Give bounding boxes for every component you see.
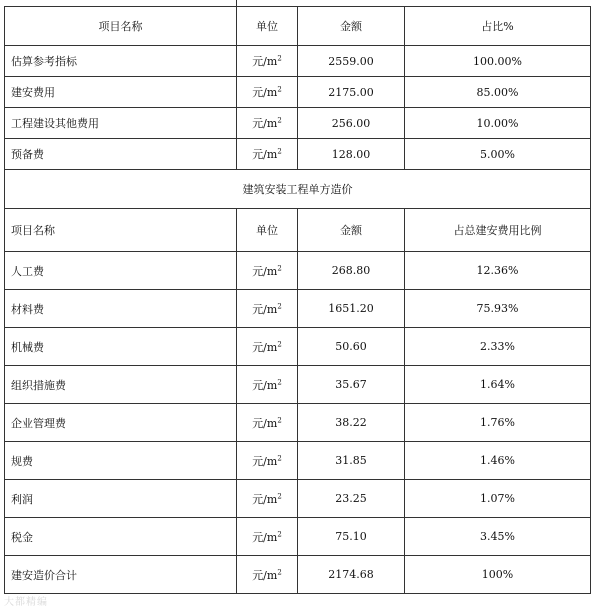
table-row [5, 290, 591, 328]
row-amount-cell: 35.67 [298, 366, 405, 404]
row-ratio-cell: 3.45% [405, 518, 591, 556]
row-name-cell: 建安造价合计 [5, 556, 237, 594]
unit-text: 元/m [252, 568, 278, 582]
watermark-text: 大都精编 [4, 597, 48, 608]
section1-header-name: 项目名称 [5, 7, 237, 46]
unit-superscript: 2 [277, 85, 282, 94]
table-row [5, 77, 591, 108]
table-row [5, 46, 591, 77]
section1-header-amount: 金额 [298, 7, 405, 46]
row-ratio-cell: 10.00% [405, 108, 591, 139]
unit-superscript: 2 [277, 301, 282, 310]
row-name-cell: 利润 [5, 480, 237, 518]
row-unit-cell [237, 404, 298, 442]
section1-header-unit: 单位 [237, 7, 298, 46]
unit-text: 元/m [252, 530, 278, 544]
section2-header-unit: 单位 [237, 209, 298, 252]
section1-header-row [5, 7, 591, 46]
unit-superscript: 2 [277, 116, 282, 125]
unit-text: 元/m [252, 148, 278, 161]
unit-text: 元/m [252, 86, 278, 99]
unit-superscript: 2 [277, 567, 282, 576]
table-row [5, 108, 591, 139]
row-amount-cell: 268.80 [298, 252, 405, 290]
row-unit-cell [237, 556, 298, 594]
row-name-cell: 组织措施费 [5, 366, 237, 404]
row-name-cell: 工程建设其他费用 [5, 108, 237, 139]
row-ratio-cell: 1.64% [405, 366, 591, 404]
row-amount-cell: 50.60 [298, 328, 405, 366]
table-row [5, 252, 591, 290]
row-name-cell: 材料费 [5, 290, 237, 328]
cost-table-body [5, 7, 591, 594]
row-name-cell: 建安费用 [5, 77, 237, 108]
section2-title: 建筑安装工程单方造价 [5, 170, 591, 209]
row-unit-cell [237, 328, 298, 366]
row-unit-cell [237, 139, 298, 170]
row-amount-cell: 75.10 [298, 518, 405, 556]
unit-superscript: 2 [277, 263, 282, 272]
watermark-logo [4, 593, 48, 608]
unit-superscript: 2 [277, 415, 282, 424]
row-name-cell: 人工费 [5, 252, 237, 290]
row-ratio-cell: 100% [405, 556, 591, 594]
row-amount-cell: 2174.68 [298, 556, 405, 594]
section2-header-ratio: 占总建安费用比例 [405, 209, 591, 252]
unit-superscript: 2 [277, 453, 282, 462]
unit-text: 元/m [252, 416, 278, 430]
unit-text: 元/m [252, 302, 278, 316]
row-ratio-cell: 100.00% [405, 46, 591, 77]
row-unit-cell [237, 252, 298, 290]
table-row [5, 518, 591, 556]
section1-header-ratio: 占比% [405, 7, 591, 46]
table-row [5, 366, 591, 404]
section2-header-name: 项目名称 [5, 209, 237, 252]
row-amount-cell: 128.00 [298, 139, 405, 170]
unit-superscript: 2 [277, 491, 282, 500]
row-unit-cell [237, 366, 298, 404]
row-unit-cell [237, 46, 298, 77]
row-ratio-cell: 1.07% [405, 480, 591, 518]
unit-text: 元/m [252, 454, 278, 468]
unit-superscript: 2 [277, 147, 282, 156]
row-name-cell: 规费 [5, 442, 237, 480]
section2-header-amount: 金额 [298, 209, 405, 252]
row-unit-cell [237, 480, 298, 518]
row-amount-cell: 2175.00 [298, 77, 405, 108]
row-name-cell: 企业管理费 [5, 404, 237, 442]
row-ratio-cell: 12.36% [405, 252, 591, 290]
row-amount-cell: 38.22 [298, 404, 405, 442]
unit-text: 元/m [252, 378, 278, 392]
section2-title-row [5, 170, 591, 209]
row-name-cell: 预备费 [5, 139, 237, 170]
row-unit-cell [237, 108, 298, 139]
row-unit-cell [237, 442, 298, 480]
unit-text: 元/m [252, 492, 278, 506]
row-name-cell: 税金 [5, 518, 237, 556]
row-amount-cell: 256.00 [298, 108, 405, 139]
row-ratio-cell: 1.76% [405, 404, 591, 442]
table-row [5, 442, 591, 480]
row-unit-cell [237, 77, 298, 108]
row-name-cell: 估算参考指标 [5, 46, 237, 77]
row-amount-cell: 23.25 [298, 480, 405, 518]
unit-text: 元/m [252, 264, 278, 278]
unit-superscript: 2 [277, 529, 282, 538]
row-ratio-cell: 2.33% [405, 328, 591, 366]
row-amount-cell: 1651.20 [298, 290, 405, 328]
row-amount-cell: 31.85 [298, 442, 405, 480]
section2-header-row [5, 209, 591, 252]
row-unit-cell [237, 290, 298, 328]
row-ratio-cell: 5.00% [405, 139, 591, 170]
table-row [5, 404, 591, 442]
unit-text: 元/m [252, 340, 278, 354]
row-ratio-cell: 85.00% [405, 77, 591, 108]
row-amount-cell: 2559.00 [298, 46, 405, 77]
row-unit-cell [237, 518, 298, 556]
table-row [5, 556, 591, 594]
unit-superscript: 2 [277, 54, 282, 63]
table-row [5, 480, 591, 518]
unit-superscript: 2 [277, 339, 282, 348]
row-ratio-cell: 75.93% [405, 290, 591, 328]
table-row [5, 328, 591, 366]
unit-text: 元/m [252, 55, 278, 68]
unit-text: 元/m [252, 117, 278, 130]
table-row [5, 139, 591, 170]
cost-table [4, 6, 591, 594]
unit-superscript: 2 [277, 377, 282, 386]
row-ratio-cell: 1.46% [405, 442, 591, 480]
row-name-cell: 机械费 [5, 328, 237, 366]
